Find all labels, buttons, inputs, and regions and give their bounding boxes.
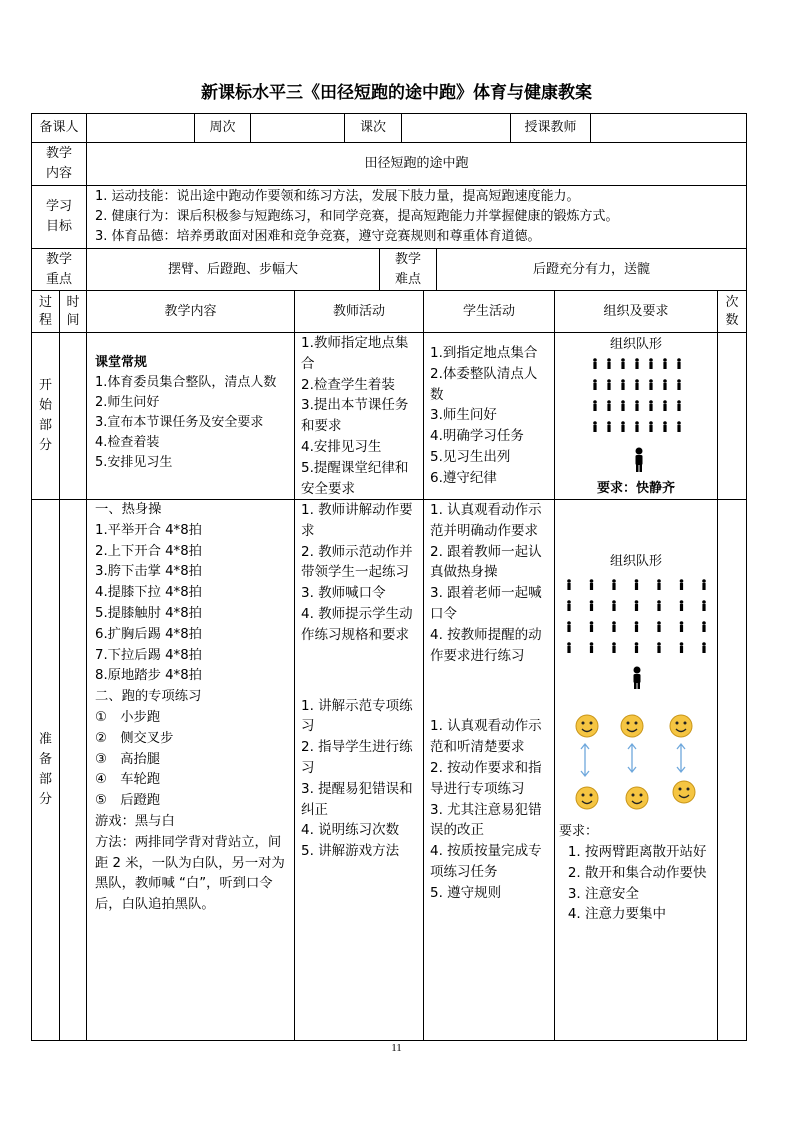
- page-number: 11: [391, 1042, 402, 1054]
- goal-item: 1. 运动技能：说出途中跑动作要领和练习方法，发展下肢力量，提高短跑速度能力。: [95, 189, 580, 204]
- prep-count: [717, 499, 747, 1041]
- start-content-item: 5.安排见习生: [95, 455, 173, 470]
- prep-student-item: 4. 按质按量完成专项练习任务: [430, 843, 542, 880]
- prep-req-list: [559, 842, 735, 925]
- start-content-item: 4.检查着装: [95, 435, 160, 450]
- prep-teacher: [294, 499, 424, 1041]
- game-diagram: [569, 712, 709, 814]
- prep-student-item: 1. 认真观看动作示范和听清楚要求: [430, 718, 542, 756]
- prep-teacher-item: 3. 教师喊口令: [301, 585, 386, 602]
- col-org: 组织及要求: [554, 290, 718, 333]
- prep-content: [86, 499, 295, 1041]
- start-count: [717, 332, 747, 500]
- start-student-item: 3.师生问好: [430, 407, 497, 424]
- start-teacher-item: 5.提醒课堂纪律和安全要求: [301, 459, 409, 497]
- start-content-item: 2.师生问好: [95, 395, 160, 410]
- prep-content-line: 一、热身操: [95, 502, 162, 517]
- prep-req-item: 2. 散开和集合动作要快: [585, 863, 735, 884]
- difficulty-label: 教学 难点: [379, 248, 437, 291]
- start-teacher-item: 1.教师指定地点集合: [301, 335, 409, 372]
- prep-req-item: 3. 注意安全: [585, 884, 735, 905]
- start-student-item: 6.遵守纪律: [430, 469, 497, 486]
- col-teacher: 教师活动: [294, 290, 424, 333]
- prep-teacher-item: 1. 讲解示范专项练习: [301, 697, 413, 735]
- start-org-title: 组织队形: [609, 337, 662, 352]
- prep-content-line: 5.提膝触肘 4*8拍: [95, 605, 202, 621]
- start-teacher-item: 4.安排见习生: [301, 438, 382, 455]
- prep-content-line: 方法：两排同学背对背站立，间距 2 米，一队为白队，另一对为黑队，教师喊 “白”，听到口令后，白队追拍黑队。: [95, 834, 285, 913]
- start-content-item: 3.宣布本节课任务及安全要求: [95, 415, 264, 430]
- prep-student-item: 5. 遵守规则: [430, 884, 502, 901]
- prep-student-item: 1. 认真观看动作示范并明确动作要求: [430, 502, 542, 539]
- week-label: 周次: [194, 113, 251, 143]
- prep-content-line: 3.胯下击掌 4*8拍: [95, 564, 202, 580]
- col-time: 时 间: [59, 290, 87, 333]
- prep-content-line: 7.下拉后踢 4*8拍: [95, 647, 202, 663]
- prep-content-line: 2.上下开合 4*8拍: [95, 543, 202, 559]
- prep-teacher-item: 4. 说明练习次数: [301, 822, 400, 839]
- content-value: 田径短跑的途中跑: [86, 142, 747, 186]
- page-title: 新课标水平三《田径短跑的途中跑》体育与健康教案: [201, 83, 592, 103]
- content-label: 教学 内容: [31, 142, 87, 186]
- prep-student-item: 3. 尤其注意易犯错误的改正: [430, 801, 542, 839]
- goal-item: 3. 体育品德：培养勇敢面对困难和竞争竞赛，遵守竞赛规则和尊重体育道德。: [95, 229, 541, 244]
- teacher-figure-icon: [633, 447, 645, 473]
- start-teacher: [294, 332, 424, 500]
- lesson-value: [401, 113, 511, 143]
- prep-content-line: ③ 高抬腿: [95, 751, 161, 767]
- prep-teacher-item: 5. 讲解游戏方法: [301, 843, 400, 860]
- week-value: [250, 113, 345, 143]
- prep-student-item: 4. 按教师提醒的动作要求进行练习: [430, 626, 542, 664]
- prep-student: [423, 499, 555, 1041]
- prep-content-line: 二、跑的专项练习: [95, 689, 202, 705]
- prep-teacher-item: 2. 教师示范动作并带领学生一起练习: [301, 543, 413, 581]
- start-content-item: 1.体育委员集合整队，清点人数: [95, 375, 277, 390]
- key-label: 教学 重点: [31, 248, 87, 291]
- preparer-label: 备课人: [31, 113, 87, 143]
- prep-content-line: ⑤ 后蹬跑: [95, 793, 161, 809]
- col-count: 次 数: [717, 290, 747, 333]
- start-org: [554, 332, 718, 500]
- prep-req-label: 要求：: [559, 824, 599, 839]
- prep-teacher-item: 3. 提醒易犯错误和纠正: [301, 780, 413, 818]
- prep-req-item: 4. 注意力要集中: [585, 904, 735, 925]
- prep-time: [59, 499, 87, 1041]
- start-student-item: 4.明确学习任务: [430, 428, 524, 445]
- col-student: 学生活动: [423, 290, 555, 333]
- goals-list: [86, 185, 747, 249]
- prep-student-item: 2. 跟着教师一起认真做热身操: [430, 543, 542, 581]
- prep-org-title: 组织队形: [609, 554, 662, 569]
- teacher-value: [590, 113, 747, 143]
- prep-content-line: 1.平举开合 4*8拍: [95, 522, 202, 538]
- prep-content-line: ① 小步跑: [95, 709, 161, 725]
- lesson-label: 课次: [344, 113, 402, 143]
- start-content-heading: 课堂常规: [95, 355, 148, 370]
- prep-org: [554, 499, 718, 1041]
- prep-student-item: 3. 跟着老师一起喊口令: [430, 585, 542, 622]
- prep-formation: [563, 576, 713, 656]
- prep-teacher-item: 1. 教师讲解动作要求: [301, 502, 413, 539]
- col-process: 过 程: [31, 290, 60, 333]
- start-formation: [589, 355, 685, 445]
- prep-content-line: ④ 车轮跑: [95, 772, 161, 788]
- prep-content-line: 8.原地踏步 4*8拍: [95, 668, 202, 684]
- start-teacher-item: 2.检查学生着装: [301, 376, 395, 393]
- start-org-requirement: 要求：快静齐: [596, 481, 675, 496]
- prep-content-line: 4.提膝下拉 4*8拍: [95, 585, 202, 601]
- difficulty-value: 后蹬充分有力，送髋: [436, 248, 747, 291]
- start-content: [86, 332, 295, 500]
- prep-student-item: 2. 按动作要求和指导进行专项练习: [430, 759, 542, 797]
- prep-label: 准 备 部 分: [31, 499, 60, 1041]
- start-time: [59, 332, 87, 500]
- prep-req-item: 1. 按两臂距离散开站好: [585, 842, 735, 863]
- start-teacher-item: 3.提出本节课任务和要求: [301, 397, 409, 435]
- teacher-figure-icon: [631, 666, 643, 690]
- start-student-item: 1.到指定地点集合: [430, 345, 538, 361]
- prep-teacher-item: 4. 教师提示学生动作练习规格和要求: [301, 605, 413, 643]
- start-label: 开 始 部 分: [31, 332, 60, 500]
- preparer-value: [86, 113, 195, 143]
- prep-content-line: ② 侧交叉步: [95, 730, 174, 746]
- goals-label: 学习 目标: [31, 185, 87, 249]
- start-student-item: 5.见习生出列: [430, 448, 511, 465]
- start-student: [423, 332, 555, 500]
- prep-teacher-item: 2. 指导学生进行练习: [301, 739, 413, 776]
- prep-content-line: 游戏：黑与白: [95, 813, 175, 829]
- teacher-label: 授课教师: [510, 113, 591, 143]
- col-content: 教学内容: [86, 290, 295, 333]
- goal-item: 2. 健康行为：课后积极参与短跑练习，和同学竞赛，提高短跑能力并掌握健康的锻炼方式。: [95, 209, 619, 224]
- start-student-item: 2.体委整队清点人数: [430, 365, 538, 403]
- prep-content-line: 6.扩胸后踢 4*8拍: [95, 626, 202, 642]
- key-value: 摆臂、后蹬跑、步幅大: [86, 248, 380, 291]
